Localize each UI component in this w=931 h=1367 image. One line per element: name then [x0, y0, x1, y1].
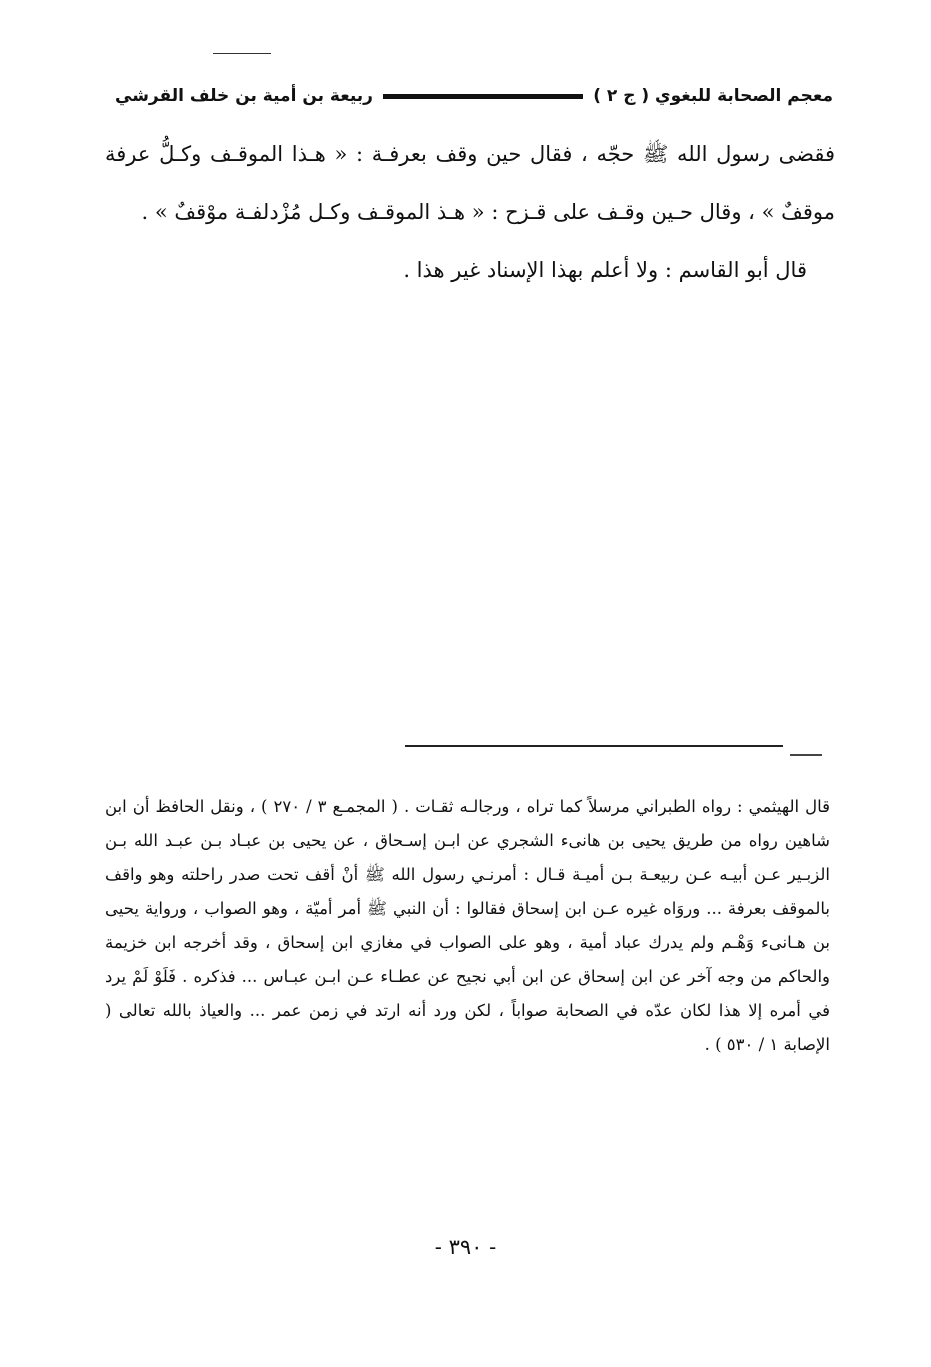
footnote-text: قال الهيثمي : رواه الطبراني مرسلاً كما تراه ، ورجالـه ثقـات . ( المجمـع ٣ / ٢٧٠ ) ، ونقل الحافظ أن ابن شاهين رواه من طريق يحيى بن هانىء الشجري عن ابـن إسـحاق ، عن يحيى بن عبـاد بـن عبـد الله بـن الزبـير عـن أبيـه عـن ربيعـة بـن أميـة قـال : أمرنـي رسول الله ﷺ أنْ أقف تحت صدر راحلته وهو واقف بالموقف بعرفة ... وروَاه غيره عـن ابن إسحاق فقالوا : أن النبي ﷺ أمر أميّة ، وهو الصواب ، ورواية يحيى بن هـانىء وَهْـم ولم يدرك عباد أمية ، وهو على الصواب في مغازي ابن إسحاق ، وقد أخرجه ابن خزيمة والحاكم من وجه آخر عن ابن إسحاق عن ابن أبي نجيح عن عطـاء عـن ابـن عبـاس ... فذكره . فَلَوْ لَمْ يرد في أمره إلا هذا لكان عدّه في الصحابة صواباً ، لكن ورد أنه ارتد في زمن عمر ... والعياذ بالله تعالى ( الإصابة ١ / ٥٣٠ ) .	[105, 797, 830, 1054]
main-text	[105, 125, 835, 299]
running-header	[115, 76, 833, 116]
header-chapter-title: ربيعة بن أمية بن خلف القرشي	[115, 86, 373, 106]
main-paragraph-1: فقضى رسول الله ﷺ حجّه ، فقال حين وقف بعرفـة : « هـذا الموقـف وكـلُّ عرفة موقفٌ » ، وقال حـين وقـف على قـزح : « هـذ الموقـف وكـل مُزْدلفـة موْقفٌ » .	[105, 142, 835, 224]
header-rule	[383, 94, 583, 99]
footnote-separator	[405, 745, 783, 747]
main-paragraph-2: قال أبو القاسم : ولا أعلم بهذا الإسناد غير هذا .	[403, 258, 807, 282]
page-number: - ٣٩٠ -	[434, 1235, 497, 1259]
top-stray-mark	[213, 53, 271, 54]
header-book-title: معجم الصحابة للبغوي ( ج ٢ )	[593, 86, 833, 106]
footnote-marker	[790, 754, 822, 756]
footnote-block	[105, 790, 830, 1062]
